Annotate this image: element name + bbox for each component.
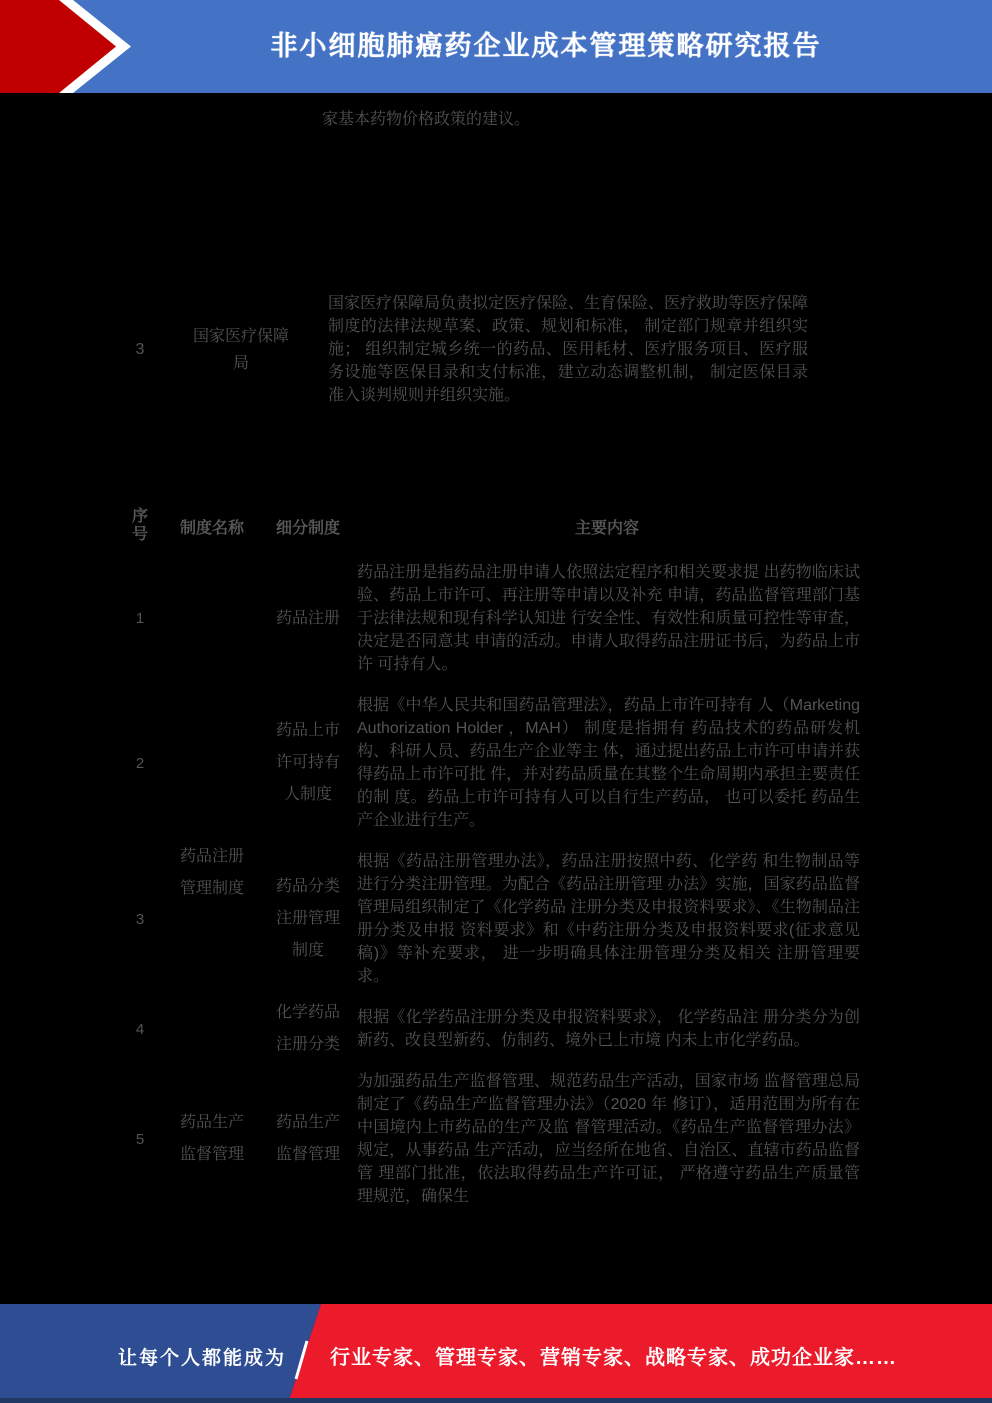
agency-table-row — [118, 292, 808, 407]
row-system-name: 药品注册管理制度 — [179, 848, 244, 897]
row-number: 3 — [135, 910, 145, 928]
row-system-name — [162, 552, 262, 685]
column-header-main-content: 主要内容 — [574, 519, 639, 537]
page-title: 非小细胞肺癌药企业成本管理策略研究报告 — [270, 31, 822, 61]
row-main-content: 根据《中华人民共和国药品管理法》，药品上市许可持有 人（Marketing Authorization Holder ，MAH） 制度是指拥有 药品技术的药品研发机构、科研人员、药品生产企业等主 体，通过提出药品上市许可申请并获得药品上市许可批 件，并对药品质量在其整个生命周期内承担主要责任的制 度。药品上市许可持有人可以自行生产药品， 也可以委托 药品生产企业进行生产。 — [357, 697, 860, 829]
footer-slogan-left: 让每个人都能成为 — [118, 1348, 287, 1369]
footer-banner — [0, 1304, 992, 1403]
column-header-number: 序号 — [131, 508, 148, 543]
agency-row-content: 国家医疗保障局负责拟定医疗保险、生育保险、医疗救助等医疗保障制度的法律法规草案、政策、规划和标准， 制定部门规章并组织实施； 组织制定城乡统一的药品、医用耗材、医疗服务项目、医疗服务设施等医保目录和支付标准，建立动态调整机制， 制定医保目录准入谈判规则并组织实施。 — [328, 295, 809, 404]
chevron-right-icon — [0, 0, 135, 93]
agency-row-name: 国家医疗保障局 — [192, 327, 289, 372]
row-system-name: 药品生产监督管理 — [179, 1114, 244, 1163]
row-sub-system: 药品分类注册管理制度 — [275, 878, 340, 959]
row-sub-system: 药品生产监督管理 — [275, 1114, 340, 1163]
row-main-content: 药品注册是指药品注册申请人依照法定程序和相关要求提 出药物临床试验、药品上市许可、再注册等申请以及补充 申请，药品监督管理部门基于法律法规和现有科学认知进 行安全性、有效性和质量可控性等审查， 决定是否同意其 申请的活动。申请人取得药品注册证书后，为药品上市许 可持有人。 — [357, 564, 860, 673]
row-main-content: 根据《化学药品注册分类及申报资料要求》， 化学药品注 册分类分为创新药、改良型新药、仿制药、境外已上市境 内未上市化学药品。 — [357, 1009, 860, 1049]
row-sub-system: 化学药品注册分类 — [275, 1004, 340, 1053]
agency-row-number: 3 — [135, 341, 145, 358]
row-main-content: 根据《药品注册管理办法》，药品注册按照中药、化学药 和生物制品等进行分类注册管理。为配合《药品注册管理 办法》实施，国家药品监督管理局组织制定了《化学药品 注册分类及申报资料要求》、《生物制品注册分类及申报 资料要求》和《中药注册分类及申报资料要求(征求意见 稿)》等补充要求， 进一步明确具体注册管理分类及相关 注册管理要求。 — [357, 853, 860, 985]
row-number: 4 — [135, 1020, 145, 1038]
table-row — [118, 685, 860, 841]
row-sub-system: 药品上市许可持有人制度 — [275, 722, 340, 803]
intro-text: 家基本药物价格政策的建议。 — [322, 111, 531, 128]
system-table — [118, 500, 860, 1217]
footer-slogan-right: 行业专家、管理专家、营销专家、战略专家、成功企业家…… — [330, 1347, 897, 1369]
row-sub-system: 药品注册 — [275, 609, 340, 627]
column-header-sub-system: 细分制度 — [275, 519, 340, 537]
row-number: 1 — [135, 610, 145, 627]
table-row — [118, 1061, 860, 1217]
row-number: 2 — [135, 754, 145, 772]
column-header-system-name: 制度名称 — [179, 519, 244, 537]
table-header-row — [118, 500, 860, 552]
header-banner — [0, 0, 992, 93]
row-main-content: 为加强药品生产监督管理、规范药品生产活动，国家市场 监督管理总局制定了《药品生产监督管理办法》（2020 年 修订），适用范围为所有在中国境内上市药品的生产及监 督管理活动。《药品生产监督管理办法》规定，从事药品 生产活动，应当经所在地省、自治区、直辖市药品监督管 理部门批准，依法取得药品生产许可证， 严格遵守药品生产质量管 理规范，确保生 — [357, 1073, 860, 1205]
table-row — [118, 552, 860, 685]
row-number: 5 — [135, 1130, 145, 1148]
